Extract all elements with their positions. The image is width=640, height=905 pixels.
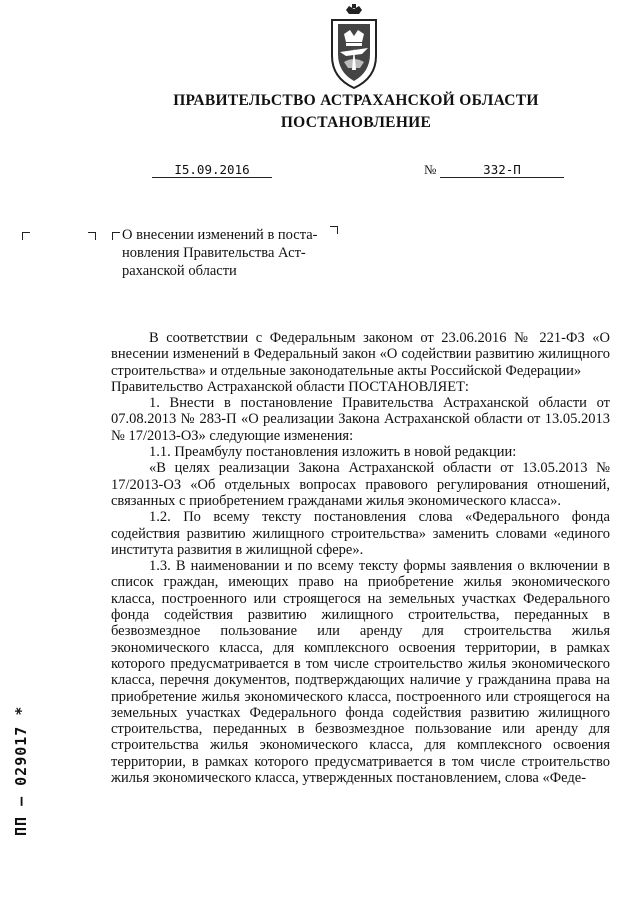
clause-1-1: 1.1. Преамбулу постановления изложить в новой редакции: <box>149 444 517 461</box>
number-sign: № <box>424 162 437 177</box>
coat-of-arms-emblem <box>326 4 382 90</box>
clause-1-1-text: «В целях реализации Закона Астраханской области от 13.05.2013 № 17/2013-ОЗ «Об отдельных вопросах правового регулирования отношений, связанных с приобретением гражданами жилья экономического класса». <box>111 460 610 509</box>
resolution-line: Правительство Астраханской области ПОСТАНОВЛЯЕТ: <box>111 378 469 395</box>
government-name: ПРАВИТЕЛЬСТВО АСТРАХАНСКОЙ ОБЛАСТИ <box>173 92 539 109</box>
document-number: 332-П <box>440 162 564 178</box>
clause-1-2: 1.2. По всему тексту постановления слова «Федерального фонда содействия развитию жилищного строительства» заменить словами «единого института развития в жилищной сфере». <box>111 509 610 558</box>
corner-mark <box>22 232 30 240</box>
document-date: I5.09.2016 <box>152 162 272 178</box>
corner-mark <box>112 232 120 240</box>
preamble-paragraph: В соответствии с Федеральным законом от 23.06.2016 № 221-ФЗ «О внесении изменений в Федеральный закон «О содействии развитию жилищного строительства» и отдельные законодательные акты Российской Федерации» <box>111 330 610 379</box>
document-body <box>111 330 610 786</box>
clause-1: 1. Внести в постановление Правительства Астраханской области от 07.08.2013 № 283-П «О реализации Закона Астраханской области от 13.05.2013 № 17/2013-ОЗ» следующие изменения: <box>111 395 610 444</box>
document-subject <box>122 226 330 280</box>
corner-mark <box>330 226 338 234</box>
serial-side-mark: ПП – 029017 * <box>12 705 30 836</box>
corner-mark <box>88 232 96 240</box>
subject-line: раханской области <box>122 263 237 279</box>
subject-line: О внесении изменений в поста- <box>122 227 318 243</box>
subject-line: новления Правительства Аст- <box>122 245 306 261</box>
clause-1-3: 1.3. В наименовании и по всему тексту формы заявления о включении в список граждан, имеющих право на приобретение жилья экономического класса, построенного или строящегося на земельных участках Федерального фонда содействия развитию жилищного строительства, переданных в безвозмездное пользование или аренду для строительства жилья экономического класса, для комплексного освоения территории, в рамках которого предусматривается в том числе строительство жилья экономического класса, перечня документов, подтверждающих наличие у гражданина права на приобретение жилья экономического класса, построенного или строящегося на земельных участках Федерального фонда содействия развитию жилищного строительства, переданных в безвозмездное пользование или аренду для строительства жилья экономического класса, для комплексного освоения территории, в рамках которого предусматривается в том числе строительство жилья экономического класса, утвержденных постановлением, слова «Феде- <box>111 558 610 787</box>
document-type-title: ПОСТАНОВЛЕНИЕ <box>280 114 432 131</box>
